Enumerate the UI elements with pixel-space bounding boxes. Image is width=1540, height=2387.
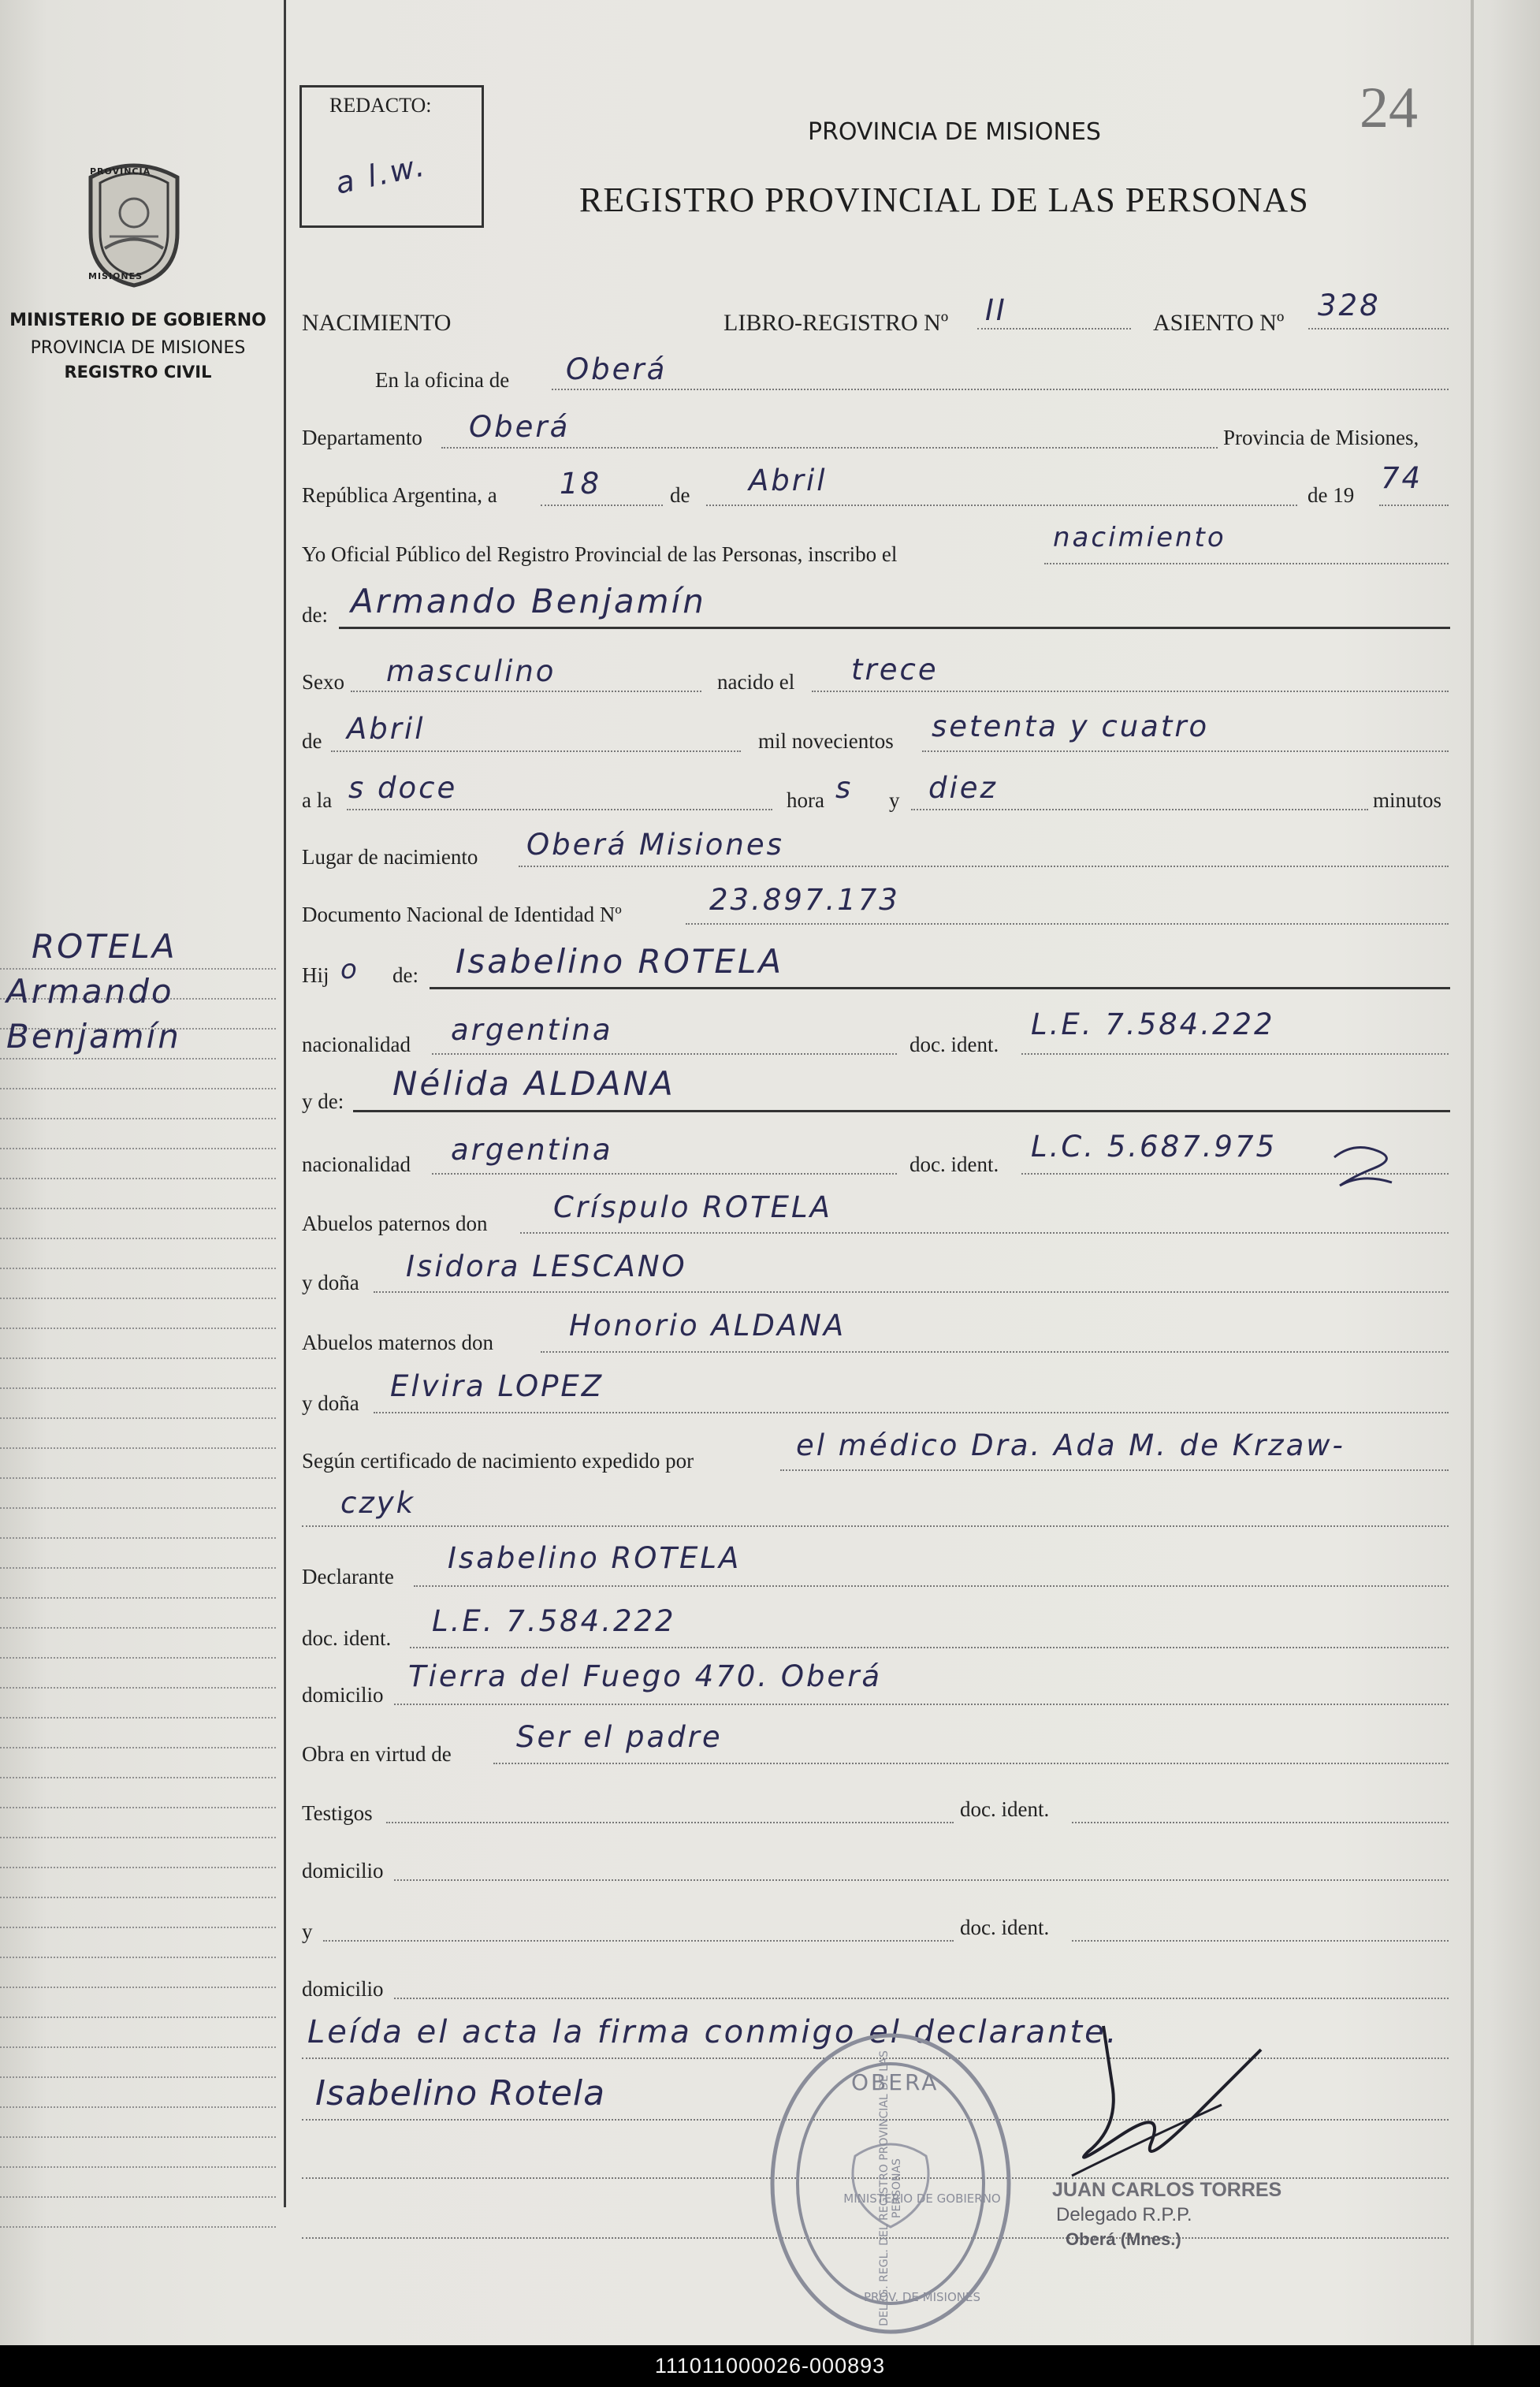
ministry-line-2: PROVINCIA DE MISIONES [30, 338, 246, 358]
abuelo-materno-line [541, 1351, 1449, 1353]
redacto-box [299, 85, 484, 228]
madre-doc-label: doc. ident. [909, 1153, 999, 1176]
certificado-value-2: czyk [340, 1486, 416, 1520]
seal-text-bottom: MISIONES [88, 271, 143, 281]
redacto-label: REDACTO: [329, 94, 432, 117]
margin-ruled-line [0, 2136, 276, 2138]
margin-ruled-line [0, 1387, 276, 1389]
margin-ruled-line [0, 2196, 276, 2198]
madre-nacionalidad-label: nacionalidad [302, 1153, 411, 1176]
provincia-label: Provincia de Misiones, [1223, 426, 1419, 449]
stamp-outer-text: DELEG. REGL. DEL REGISTRO PROVINCIAL DE LAS PERSONAS [878, 2050, 903, 2326]
minutos-value: diez [928, 771, 998, 805]
margin-ruled-line [0, 1088, 276, 1089]
certificado-label: Según certificado de nacimiento expedido por [302, 1449, 694, 1473]
libro-label: LIBRO-REGISTRO Nº [724, 310, 949, 336]
stamp-top-text: OBERA [851, 2069, 939, 2095]
certificado-line-2 [302, 1525, 1449, 1527]
margin-ruled-line [0, 1597, 276, 1599]
domicilio-label: domicilio [302, 1683, 384, 1707]
ministry-line-3: REGISTRO CIVIL [64, 363, 212, 382]
y-de-label: y de: [302, 1089, 344, 1113]
margin-ruled-line [0, 2106, 276, 2108]
libro-line [977, 328, 1131, 330]
madre-nombre: Nélida ALDANA [392, 1064, 675, 1103]
testigo-1-domicilio-label: domicilio [302, 1859, 384, 1882]
margin-ruled-line [0, 1058, 276, 1059]
declarante-label: Declarante [302, 1565, 394, 1588]
margin-ruled-line [0, 1507, 276, 1509]
abuelo-paterno: Críspulo ROTELA [553, 1190, 832, 1224]
margin-ruled-line [0, 1717, 276, 1719]
madre-nacionalidad-line [432, 1173, 897, 1175]
page-number: 24 [1360, 76, 1418, 140]
abuela-materna-line [374, 1412, 1449, 1413]
madre-doc: L.C. 5.687.975 [1031, 1130, 1278, 1164]
nacido-label: nacido el [717, 670, 795, 694]
flourish-mark-icon [1330, 1141, 1401, 1189]
margin-ruled-line [0, 2076, 276, 2078]
margin-ruled-line [0, 1897, 276, 1898]
margin-ruled-line [0, 1357, 276, 1359]
nombre-line [339, 627, 1450, 629]
nombre-inscripto: Armando Benjamín [351, 582, 706, 620]
margin-ruled-line [0, 1477, 276, 1479]
sexo-line [351, 691, 701, 692]
de-19-label: de 19 [1308, 483, 1355, 507]
de-label-2: de: [302, 603, 328, 627]
margin-ruled-line [0, 2166, 276, 2168]
margin-ruled-line [0, 1447, 276, 1449]
libro-value: II [985, 293, 1007, 327]
seal-text-top: PROVINCIA [90, 166, 151, 177]
margin-ruled-line [0, 1747, 276, 1748]
y-label-2: y [302, 1920, 313, 1943]
padre-nacionalidad-label: nacionalidad [302, 1033, 411, 1056]
stamp-inner-text: MINISTERIO DE GOBIERNO [843, 2191, 1001, 2206]
declarante-line [414, 1585, 1449, 1587]
departamento-value: Oberá [469, 410, 571, 444]
republica-label: República Argentina, a [302, 483, 497, 507]
abuelos-paternos-label: Abuelos paternos don [302, 1212, 488, 1235]
abuelos-maternos-label: Abuelos maternos don [302, 1331, 493, 1354]
nacido-mes-line [331, 750, 741, 752]
y-dona-label-2: y doña [302, 1391, 359, 1415]
sexo-value: masculino [386, 654, 556, 688]
departamento-label: Departamento [302, 426, 422, 449]
nacido-anio-line [922, 750, 1449, 752]
padre-doc-label: doc. ident. [909, 1033, 999, 1056]
margin-ruled-line [0, 1208, 276, 1209]
official-title: Delegado R.P.P. [1056, 2204, 1192, 2225]
margin-ruled-line [0, 1567, 276, 1569]
closing-text: Leída el acta la firma conmigo el declarante. [307, 2014, 1119, 2050]
declarante-doc-line [410, 1647, 1449, 1648]
hijo-de-label: de: [392, 963, 418, 987]
obra-label: Obra en virtud de [302, 1742, 452, 1766]
padre-line [430, 987, 1450, 989]
abuelo-paterno-line [520, 1232, 1449, 1234]
nacido-line [812, 691, 1449, 692]
dni-line [686, 923, 1449, 925]
province-title: PROVINCIA DE MISIONES [808, 118, 1101, 146]
margin-ruled-line [0, 1118, 276, 1119]
madre-line [353, 1110, 1450, 1112]
official-location: Oberá (Mnes.) [1066, 2229, 1181, 2249]
anio-line [1379, 505, 1449, 506]
margin-ruled-line [0, 1268, 276, 1269]
lugar-line [519, 866, 1449, 867]
margin-ruled-line [0, 2046, 276, 2048]
declarante-doc-label: doc. ident. [302, 1626, 392, 1650]
margin-ruled-line [0, 1837, 276, 1838]
hijo-suffix: o [340, 954, 359, 985]
margin-ruled-line [0, 1537, 276, 1539]
margin-ruled-line [0, 1178, 276, 1179]
oficial-line [1044, 563, 1449, 564]
minutos-label: minutos [1373, 788, 1442, 812]
alas-label: a la [302, 788, 333, 812]
abuela-paterna: Isidora LESCANO [406, 1249, 687, 1283]
hora-label: hora [787, 788, 824, 812]
testigo-2-domicilio-line [394, 1998, 1449, 1999]
oficina-value: Oberá [566, 352, 668, 386]
madre-nacionalidad: argentina [451, 1133, 613, 1167]
fecha-mes: Abril [749, 464, 828, 497]
oficina-line [552, 389, 1449, 390]
testigo-2-domicilio-label: domicilio [302, 1977, 384, 2001]
declarante-doc: L.E. 7.584.222 [432, 1604, 676, 1638]
padre-doc: L.E. 7.584.222 [1031, 1007, 1275, 1041]
mes-line [706, 505, 1297, 506]
oficial-value: nacimiento [1053, 522, 1226, 553]
obra-value: Ser el padre [516, 1720, 723, 1754]
testigo-1-doc-line [1072, 1822, 1449, 1823]
margin-ruled-line [0, 1927, 276, 1928]
dni-value: 23.897.173 [709, 883, 900, 917]
testigo-2-line [323, 1940, 954, 1942]
asiento-label: ASIENTO Nº [1153, 310, 1285, 336]
oficial-label: Yo Oficial Público del Registro Provincial de las Personas, inscribo el [302, 542, 898, 566]
minutos-line [911, 809, 1368, 810]
abuela-materna: Elvira LOPEZ [390, 1369, 604, 1403]
registry-title: REGISTRO PROVINCIAL DE LAS PERSONAS [579, 181, 1309, 219]
margin-ruled-line [0, 1867, 276, 1868]
sidebar-surname: ROTELA [32, 927, 177, 966]
testigo-1-doc-label: doc. ident. [960, 1797, 1050, 1821]
nacido-mes: Abril [347, 712, 426, 746]
declarante-value: Isabelino ROTELA [448, 1541, 742, 1575]
testigos-line [386, 1822, 954, 1823]
margin-ruled-line [0, 1807, 276, 1808]
hora-value: s [835, 771, 854, 805]
margin-ruled-line [0, 1777, 276, 1778]
domicilio-value: Tierra del Fuego 470. Oberá [408, 1659, 883, 1693]
fecha-anio: 74 [1381, 461, 1423, 495]
redacto-initials: a l.w. [332, 147, 430, 201]
official-signature-icon [1025, 2018, 1277, 2191]
padre-nacionalidad-line [432, 1053, 897, 1055]
margin-ruled-line [0, 1148, 276, 1149]
margin-ruled-line [0, 2226, 276, 2228]
lugar-value: Oberá Misiones [526, 828, 784, 862]
padre-doc-line [1021, 1053, 1449, 1055]
margin-ruled-line [0, 1687, 276, 1689]
abuela-paterna-line [374, 1291, 1449, 1293]
ministry-line-1: MINISTERIO DE GOBIERNO [9, 311, 266, 330]
lugar-label: Lugar de nacimiento [302, 845, 478, 869]
departamento-line [441, 447, 1218, 449]
testigo-2-doc-label: doc. ident. [960, 1916, 1050, 1939]
margin-rule [284, 0, 286, 2207]
sidebar-second-name: Benjamín [6, 1017, 181, 1056]
asiento-line [1308, 328, 1449, 330]
obra-line [493, 1763, 1449, 1764]
stamp-bottom-text: PROV. DE MISIONES [863, 2290, 980, 2304]
margin-ruled-line [0, 1238, 276, 1239]
testigo-2-doc-line [1072, 1940, 1449, 1942]
page-edge [1471, 0, 1474, 2345]
hijo-label: Hij [302, 963, 329, 987]
declarant-signature: Isabelino Rotela [315, 2073, 606, 2113]
dni-label: Documento Nacional de Identidad Nº [302, 903, 622, 926]
margin-ruled-line [0, 1417, 276, 1419]
official-name: JUAN CARLOS TORRES [1052, 2179, 1282, 2201]
document-code: 111011000026-000893 [0, 2345, 1540, 2387]
testigos-label: Testigos [302, 1801, 373, 1825]
margin-ruled-line [0, 968, 276, 970]
margin-ruled-line [0, 1987, 276, 1988]
padre-nacionalidad: argentina [451, 1013, 613, 1047]
domicilio-line [394, 1704, 1449, 1705]
certificado-line [780, 1469, 1449, 1471]
y-label: y [889, 788, 900, 812]
de-label: de [670, 483, 690, 507]
ministry-block [0, 311, 276, 382]
fecha-dia: 18 [560, 467, 602, 501]
margin-ruled-line [0, 1328, 276, 1329]
margin-ruled-line [0, 1657, 276, 1659]
margin-ruled-line [0, 1957, 276, 1958]
sidebar-first-name: Armando [6, 972, 174, 1011]
y-dona-label-1: y doña [302, 1271, 359, 1294]
alas-value: s doce [348, 771, 458, 805]
margin-ruled-line [0, 1298, 276, 1299]
sexo-label: Sexo [302, 670, 344, 694]
testigo-1-domicilio-line [394, 1879, 1449, 1881]
padre-nombre: Isabelino ROTELA [456, 942, 784, 981]
margin-ruled-line [0, 2016, 276, 2018]
asiento-value: 328 [1318, 289, 1381, 322]
certificado-value: el médico Dra. Ada M. de Krzaw- [796, 1428, 1345, 1462]
margin-ruled-line [0, 1627, 276, 1629]
oficina-label: En la oficina de [375, 368, 510, 392]
abuelo-materno: Honorio ALDANA [569, 1309, 846, 1342]
dia-line [541, 505, 663, 506]
mil-label: mil novecientos [758, 729, 894, 753]
de-label-3: de [302, 729, 322, 753]
alas-line [347, 809, 772, 810]
nacido-anio: setenta y cuatro [932, 709, 1210, 743]
record-type: NACIMIENTO [302, 310, 452, 336]
nacido-dia: trece [851, 653, 939, 687]
